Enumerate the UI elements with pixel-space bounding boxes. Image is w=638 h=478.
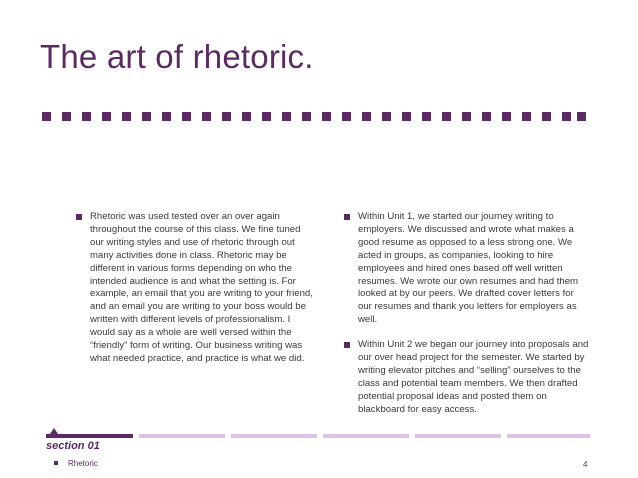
right-column — [344, 211, 590, 429]
right-bullet-text: Within Unit 2 we began our journey into proposals and our over head project for the semester. We started by writing elevator pitches and “selling” ourselves to the class and potential team members. We then drafted potential proposal ideas and posted them on blackboard for easy access. — [358, 339, 589, 415]
left-column — [76, 211, 316, 378]
section-progress-segment — [231, 434, 317, 438]
slide-title: The art of rhetoric. — [40, 38, 314, 75]
right-bullet-unit-2 — [344, 339, 590, 416]
right-bullet-text: Within Unit 1, we started our journey writing to employers. We discussed and wrote what makes a good resume as opposed to a less strong one. We acted in groups, as companies, looking to hire employees and hired ones based off well written resumes. We wrote our own resumes and had them looked at by our peers. We drafted cover letters for our resumes and thank you letters for employers as well. — [358, 211, 579, 326]
footer-bullet — [54, 459, 98, 468]
page-number: 4 — [583, 460, 588, 469]
section-progress-segment — [415, 434, 501, 438]
bullet-square-icon — [76, 214, 82, 220]
dotted-divider — [42, 112, 586, 122]
bullet-square-icon — [54, 461, 58, 465]
bullet-square-icon — [344, 214, 350, 220]
bullet-square-icon — [344, 342, 350, 348]
section-label: section 01 — [46, 440, 100, 452]
section-progress-active — [46, 434, 133, 438]
right-bullet-unit-1 — [344, 211, 590, 327]
section-progress-segment — [139, 434, 225, 438]
footer-bullet-text: Rhetoric — [68, 459, 98, 468]
left-bullet — [76, 211, 316, 366]
section-progress-segment — [323, 434, 409, 438]
section-progress-segment — [507, 434, 590, 438]
left-bullet-text: Rhetoric was used tested over an over again throughout the course of this class. We fine tuned our writing styles and use of rhetoric through out many activities done in class. Rhetoric may be different in various forms depending on who the intended audience is and what the setting is. For example, an email that you are writing to your friend, and an email you are writing to your boss would be written with different levels of professionalism. I would say as a whole are well versed within the “friendly” form of writing. Our business writing was what needed practice, and practice is what we did. — [90, 211, 313, 364]
